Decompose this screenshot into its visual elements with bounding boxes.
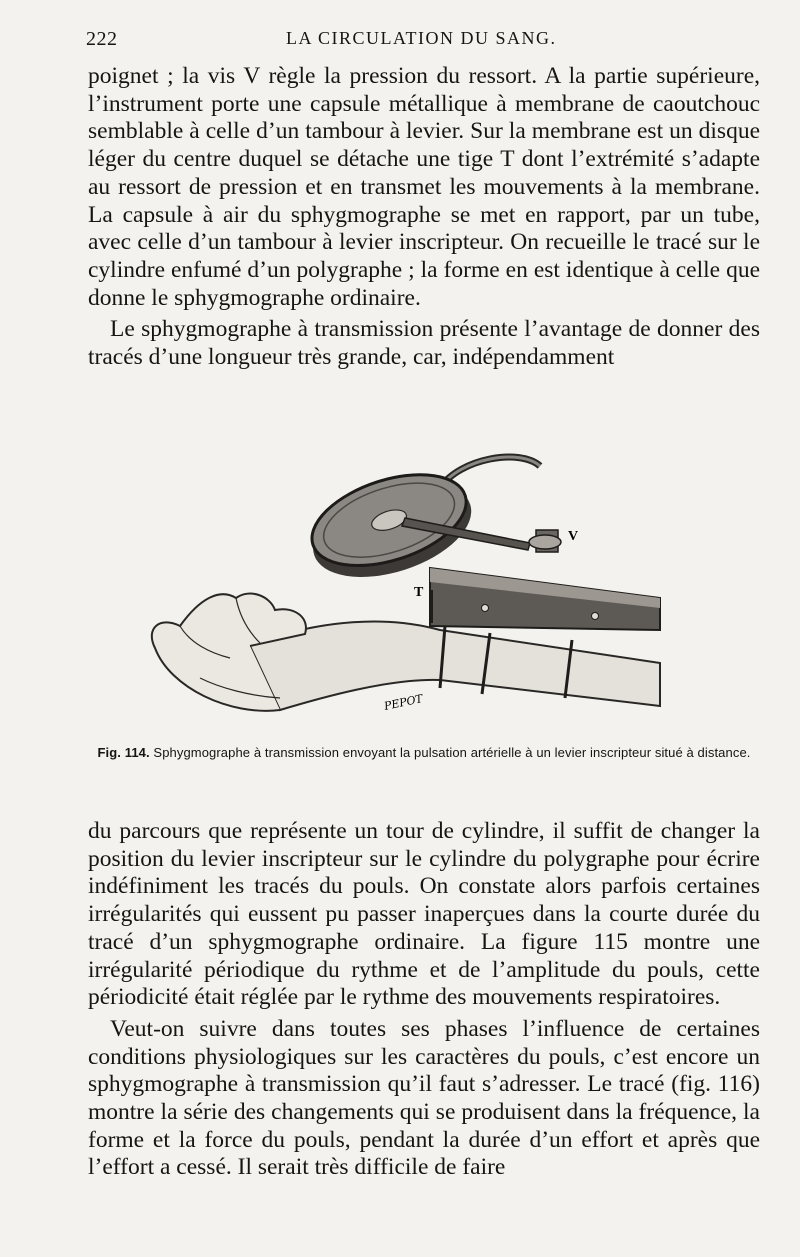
rivet <box>482 605 489 612</box>
running-head: LA CIRCULATION DU SANG. <box>286 28 557 48</box>
forearm <box>250 622 660 710</box>
page-number: 222 <box>86 28 118 50</box>
label-t: T <box>414 585 424 600</box>
paragraph: poignet ; la vis V règle la pression du ressort. A la partie supérieure, l’instrument porte une capsule métallique à membrane de caoutchouc semblable à celle d’un tambour à levier. Sur la membrane est un disque léger du centre duquel se détache une tige T dont l’extrémité s’adapte au ressort de pression et en transmet les mouvements à la membrane. La capsule à air du sphygmographe se met en rapport, par un tube, avec celle d’un tambour à levier inscripteur. On recueille le tracé sur le cylindre enfumé d’un polygraphe ; la forme en est identique à celle que donne le sphygmographe ordinaire. <box>88 63 760 311</box>
paragraph: Le sphygmographe à transmission présente l’avantage de donner des tracés d’une longueur très grande, car, indépendamment <box>88 316 760 371</box>
caption-label: Fig. 114. <box>97 745 150 760</box>
engraver-signature: PEPOT <box>382 692 424 713</box>
sphygmograph-illustration <box>140 448 670 738</box>
text-block-bottom <box>88 818 760 1182</box>
figure-sphygmograph <box>140 448 670 738</box>
paragraph: Veut-on suivre dans toutes ses phases l’influence de certaines conditions physiologiques sur les caractères du pouls, c’est encore un sphygmographe à transmission qu’il faut s’adresser. Le tracé (fig. 116) montre la série des changements qui se produisent dans la fréquence, la forme et la force du pouls, pendant la durée d’un effort et après que l’effort a cessé. Il serait très difficile de faire <box>88 1015 760 1181</box>
label-v: V <box>568 529 579 544</box>
figure-caption <box>88 744 760 761</box>
caption-text: Sphygmographe à transmission envoyant la pulsation artérielle à un levier inscripteur situé à distance. <box>153 745 751 760</box>
text-block-top <box>88 63 760 372</box>
screw-v <box>529 535 561 549</box>
rivet <box>592 613 599 620</box>
page-header <box>86 28 760 58</box>
paragraph: du parcours que représente un tour de cylindre, il suffit de changer la position du levier inscripteur sur le cylindre du polygraphe pour écrire indéfiniment les tracés du pouls. On constate alors parfois certaines irrégularités qui eussent pu passer inaperçues dans la courte durée du tracé d’un sphygmographe ordinaire. La figure 115 montre une irrégularité périodique du rythme et de l’amplitude du pouls, cette périodicité était réglée par le rythme des mouvements respiratoires. <box>88 818 760 1011</box>
